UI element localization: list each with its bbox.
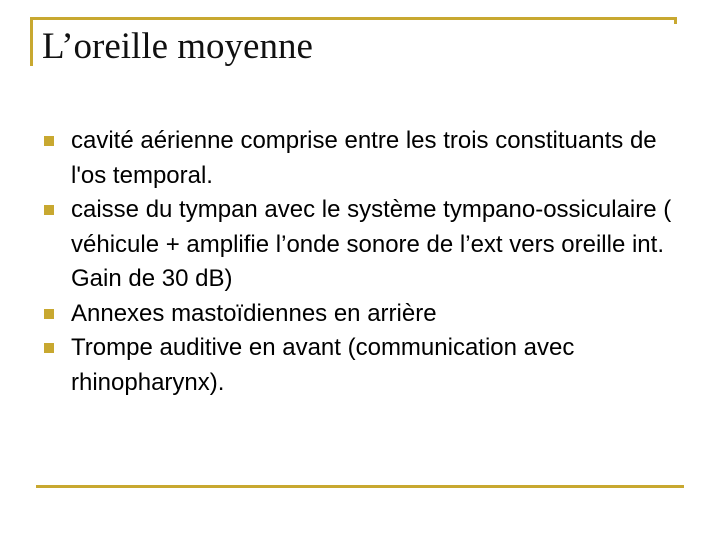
- bullet-item: [44, 297, 684, 332]
- square-bullet-icon: [44, 309, 54, 319]
- bullet-item: [44, 193, 684, 297]
- bullet-list: [44, 124, 684, 400]
- frame-bottom-line: [36, 485, 684, 488]
- slide-title: L’oreille moyenne: [42, 26, 313, 67]
- bullet-text: caisse du tympan avec le système tympano-ossiculaire ( véhicule + amplifie l’onde sonore de l’ext vers oreille int. Gain de 30 dB): [71, 196, 672, 292]
- bullet-text: Trompe auditive en avant (communication avec rhinopharynx).: [71, 334, 575, 396]
- bullet-text: Annexes mastoïdiennes en arrière: [71, 299, 437, 327]
- bullet-item: [44, 331, 684, 400]
- frame-top-line: [30, 17, 677, 20]
- bullet-item: [44, 124, 684, 193]
- bullet-text: cavité aérienne comprise entre les trois constituants de l'os temporal.: [71, 127, 657, 189]
- square-bullet-icon: [44, 205, 54, 215]
- square-bullet-icon: [44, 343, 54, 353]
- frame-left-line: [30, 17, 33, 66]
- frame-right-tick: [674, 17, 677, 24]
- square-bullet-icon: [44, 136, 54, 146]
